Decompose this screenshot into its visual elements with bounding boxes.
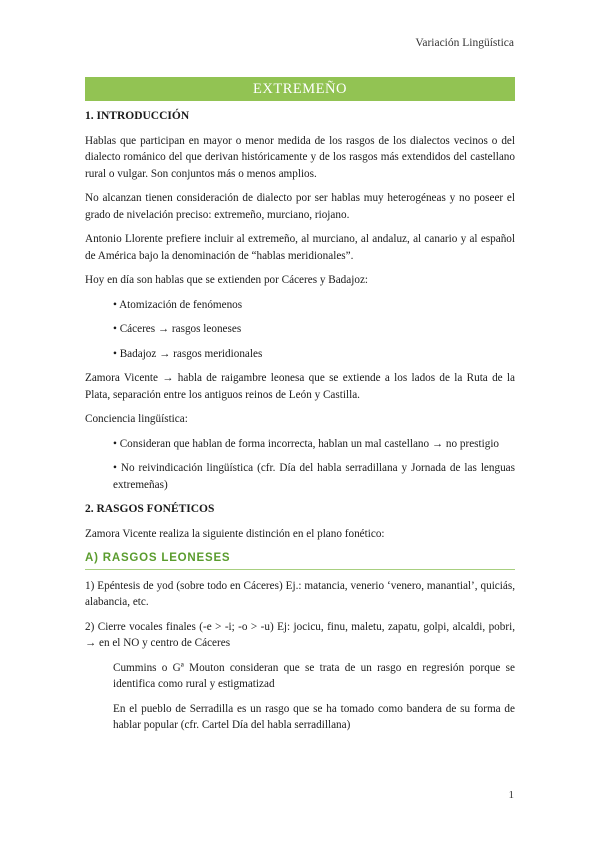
section-heading-phonetics: 2. RASGOS FONÉTICOS (85, 503, 215, 515)
paragraph: Zamora Vicente realiza la siguiente distinción en el plano fonético: (85, 527, 385, 540)
list-item: • Atomización de fenómenos (113, 298, 243, 311)
paragraph: Hoy en día son hablas que se extienden por Cáceres y Badajoz: (85, 274, 369, 286)
list-item: • Cáceres → rasgos leoneses (113, 323, 242, 335)
numbered-item: 2) Cierre vocales finales (-e > -i; -o > -u) Ej: jocicu, finu, maletu, zapatu, golpi, alcaldi, pobri, → en el NO y centro de Cáceres (85, 620, 515, 649)
paragraph: No alcanzan tienen consideración de dialecto por ser hablas muy heterogéneas y no poseer el grado de nivelación preciso: extremeño, murciano, riojano. (85, 192, 515, 221)
section-heading-intro: 1. INTRODUCCIÓN (85, 110, 190, 122)
list-item: • Badajoz → rasgos meridionales (113, 347, 263, 360)
numbered-item: 1) Epéntesis de yod (sobre todo en Cáceres) Ej.: matancia, venerio ‘venero, manantial’, quiciás, alabancia, etc. (85, 579, 515, 608)
running-header: Variación Lingüística (415, 37, 514, 49)
paragraph: Zamora Vicente → habla de raigambre leonesa que se extiende a los lados de la Ruta de la Plata, separación entre los antiguos reinos de León y Castilla. (85, 372, 515, 401)
paragraph: Hablas que participan en mayor o menor medida de los rasgos de los dialectos vecinos o del dialecto románico del que derivan históricamente y de los rasgos más extendidos del castellano rural o vulgar. Son conjuntos más o menos amplios. (85, 134, 515, 180)
subheading-leonese-features: A) RASGOS LEONESES (85, 550, 515, 570)
page-number: 1 (508, 789, 514, 801)
list-item: • No reivindicación lingüística (cfr. Día del habla serradillana y Jornada de las lenguas extremeñas) (113, 462, 515, 491)
indented-note: Cummins o Gª Mouton consideran que se trata de un rasgo en regresión porque se identifica como rural y estigmatizad (113, 661, 515, 690)
list-item: • Consideran que hablan de forma incorrecta, hablan un mal castellano → no prestigio (113, 437, 500, 450)
indented-note: En el pueblo de Serradilla es un rasgo que se ha tomado como bandera de su forma de hablar popular (cfr. Cartel Día del habla serradillana) (113, 702, 515, 731)
title-banner: EXTREMEÑO (85, 77, 515, 101)
document-body (85, 108, 515, 734)
paragraph: Conciencia lingüística: (85, 413, 188, 425)
paragraph: Antonio Llorente prefiere incluir al extremeño, al murciano, al andaluz, al canario y al español de América bajo la denominación de “hablas meridionales”. (85, 233, 515, 262)
